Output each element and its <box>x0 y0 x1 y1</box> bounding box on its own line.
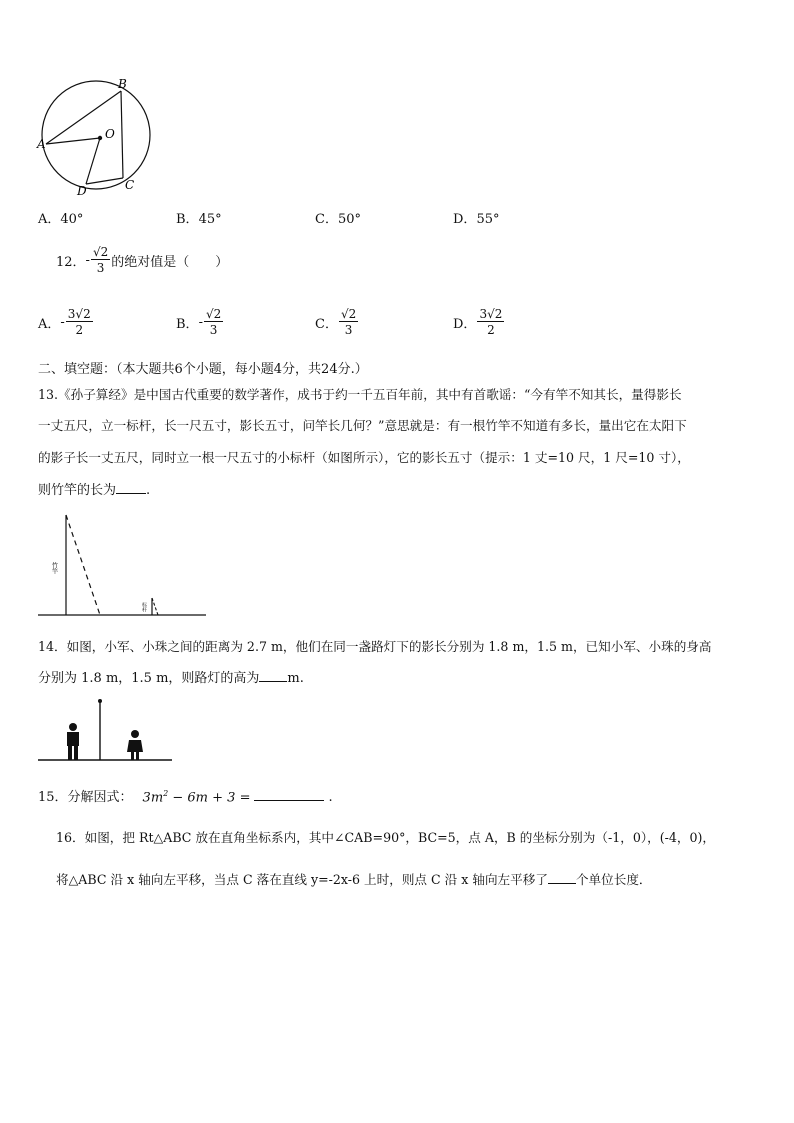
q12-option-d[interactable]: D． $\frac{3√2}{2}$ <box>453 307 503 337</box>
label-b: B <box>118 77 127 91</box>
q12-option-b[interactable]: B． - $\frac{√2}{3}$ <box>176 307 222 337</box>
segment-od <box>86 138 100 184</box>
q16-line-1: 16．如图，把 Rt△ABC 放在直角坐标系内，其中∠CAB=90°，BC=5，点 A，B 的坐标分别为（-1，0），(-4，0)， <box>56 830 716 845</box>
label-c: C <box>125 178 135 192</box>
chord-bc <box>121 91 123 178</box>
marker-label: 标杆 <box>141 602 147 612</box>
q11-option-b[interactable]: B．45° <box>176 212 222 227</box>
q14-line-2: 分别为 1.8 m，1.5 m，则路灯的高为 m. <box>38 671 304 686</box>
q13-line-2: 一丈五尺，立一标杆，长一尺五寸，影长五寸，问竿长几何？”意思就是：有一根竹竿不知道有多长，量出它在太阳下 <box>38 418 687 433</box>
q12-fraction: $\frac{√2}{3}$ <box>92 245 109 275</box>
q16-line-2: 将△ABC 沿 x 轴向左平移，当点 C 落在直线 y=-2x-6 上时，则点 C 沿 x 轴向左平移了 个单位长度． <box>56 872 652 887</box>
q13-line-3: 的影子长一丈五尺，同时立一根一尺五寸的小标杆（如图所示），它的影长五寸（提示：1 丈=10 尺，1 尺=10 寸）， <box>38 450 690 465</box>
pole-label: 竹竿 <box>50 562 58 574</box>
chord-dc <box>86 178 123 184</box>
xiaojun-figure-icon <box>67 723 79 760</box>
label-o: O <box>105 127 115 141</box>
circle-figure <box>34 74 158 198</box>
q11-option-a[interactable]: A．40° <box>38 212 84 227</box>
q16-answer-blank[interactable] <box>548 883 576 884</box>
label-d: D <box>77 184 87 198</box>
q14-answer-blank[interactable] <box>259 681 287 682</box>
pole-shadow-ray <box>66 515 100 615</box>
center-point <box>98 136 102 140</box>
pole-shadow-figure <box>36 510 210 620</box>
streetlight-figure <box>36 696 176 764</box>
q13-line-1: 13.《孙子算经》是中国古代重要的数学著作，成书于约一千五百年前，其中有首歌谣：“今有竿不知其长，量得影长 <box>38 387 682 402</box>
q13-line-4: 则竹竿的长为 . <box>38 483 151 498</box>
q15-line: 15．分解因式： $3m^2 - 6m + 3$ = . <box>38 788 333 805</box>
q15-answer-blank[interactable] <box>254 800 324 801</box>
q13-answer-blank[interactable] <box>116 493 146 494</box>
lamp-icon <box>98 699 102 703</box>
xiaozhu-figure-icon <box>127 730 143 760</box>
section-heading: 二、填空题：（本大题共6个小题，每小题4分，共24分.） <box>38 362 368 377</box>
q14-line-1: 14．如图，小军、小珠之间的距离为 2.7 m，他们在同一盏路灯下的影长分别为 1.8 m，1.5 m，已知小军、小珠的身高 <box>38 639 712 654</box>
marker-shadow-ray <box>152 598 158 615</box>
q11-option-c[interactable]: C．50° <box>315 212 361 227</box>
q12-option-c[interactable]: C． $\frac{√2}{3}$ <box>315 307 357 337</box>
q11-option-d[interactable]: D．55° <box>453 212 500 227</box>
q12-stem: 12． - $\frac{√2}{3}$ 的绝对值是（ ） <box>56 245 229 275</box>
q15-expression: $3m^2 - 6m + 3$ = <box>142 788 251 805</box>
q12-option-a[interactable]: A． - $\frac{3√2}{2}$ <box>38 307 91 337</box>
label-a: A <box>37 137 46 151</box>
